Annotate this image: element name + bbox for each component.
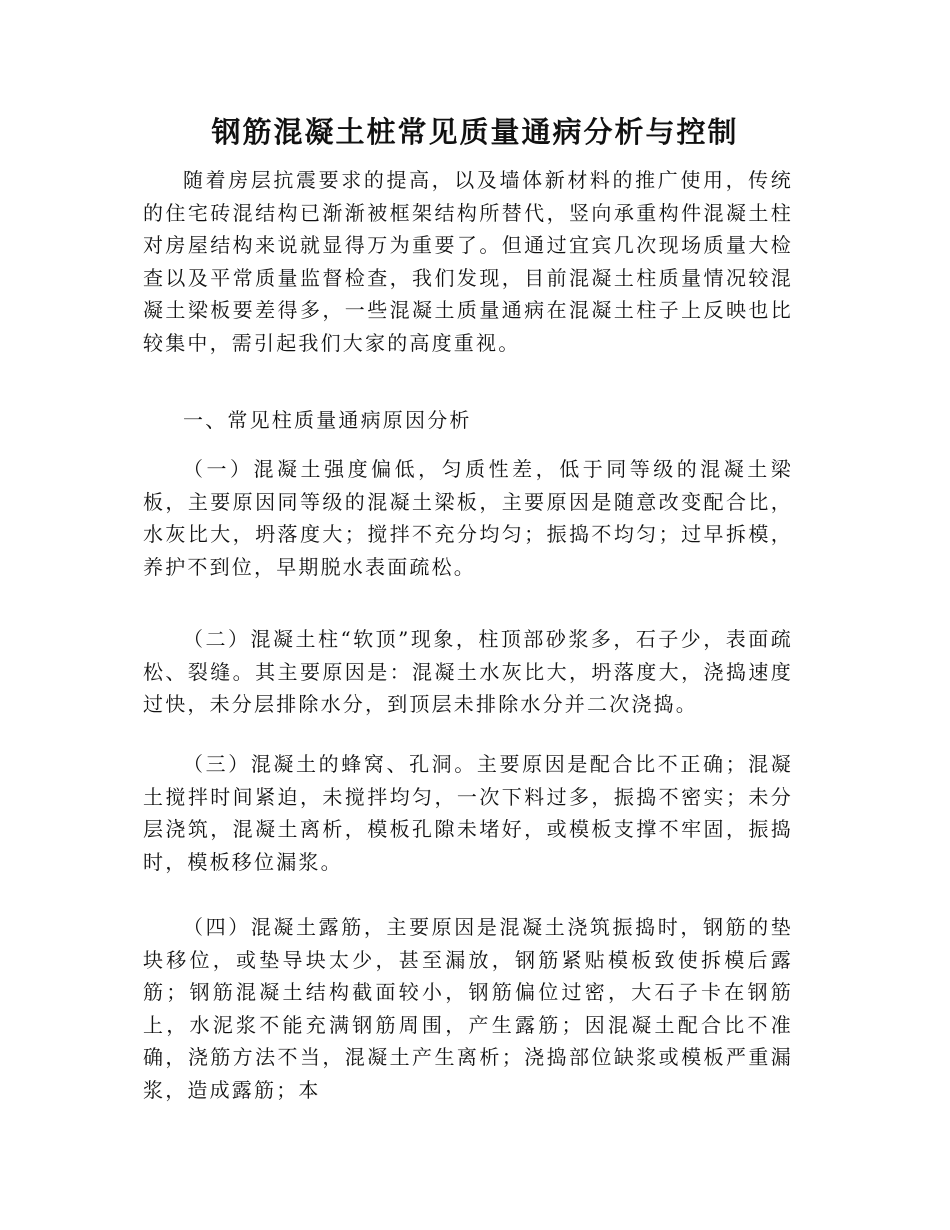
document-title: 钢筋混凝土桩常见质量通病分析与控制 <box>211 115 739 149</box>
paragraph-item-4: （四）混凝土露筋，主要原因是混凝土浇筑振捣时，钢筋的垫块移位，或垫导块太少，甚至漏放，钢筋紧贴模板致使拆模后露筋；钢筋混凝土结构截面较小，钢筋偏位过密，大石子卡在钢筋上，水泥浆不能充满钢筋周围，产生露筋；因混凝土配合比不准确，浇筋方法不当，混凝土产生离析；浇捣部位缺浆或模板严重漏浆，造成露筋；本 <box>143 915 793 1102</box>
intro-paragraph: 随着房层抗震要求的提高，以及墙体新材料的推广使用，传统的住宅砖混结构已渐渐被框架结构所替代，竖向承重构件混凝土柱对房屋结构来说就显得万为重要了。但通过宜宾几次现场质量大检查以及平常质量监督检查，我们发现，目前混凝土柱质量情况较混凝土梁板要差得多，一些混凝土质量通病在混凝土柱子上反映也比较集中，需引起我们大家的高度重视。 <box>143 168 793 355</box>
section-heading: 一、常见柱质量通病原因分析 <box>183 408 472 432</box>
paragraph-item-3: （三）混凝土的蜂窝、孔洞。主要原因是配合比不正确；混凝土搅拌时间紧迫，未搅拌均匀，一次下料过多，振捣不密实；未分层浇筑，混凝土离析，模板孔隙未堵好，或模板支撑不牢固，振捣时，模板移位漏浆。 <box>143 752 793 874</box>
paragraph-item-2: （二）混凝土柱“软顶”现象，柱顶部砂浆多，石子少，表面疏松、裂缝。其主要原因是：混凝土水灰比大，坍落度大，浇捣速度过快，未分层排除水分，到顶层未排除水分并二次浇捣。 <box>143 627 793 717</box>
paragraph-item-1: （一）混凝土强度偏低，匀质性差，低于同等级的混凝土梁板，主要原因同等级的混凝土梁板，主要原因是随意改变配合比，水灰比大，坍落度大；搅拌不充分均匀；振捣不均匀；过早拆模，养护不到位，早期脱水表面疏松。 <box>143 457 793 579</box>
